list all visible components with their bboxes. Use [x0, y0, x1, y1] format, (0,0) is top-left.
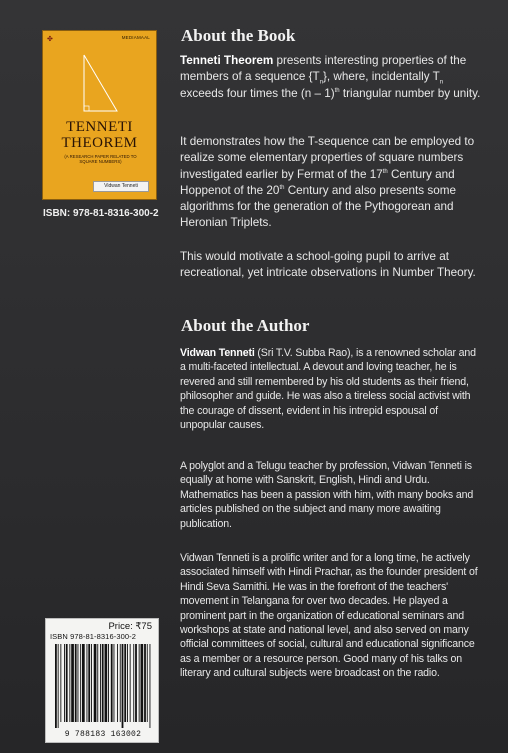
mini-cover-title-line1: TENNETI: [66, 119, 133, 135]
mini-book-cover: [42, 30, 157, 200]
barcode-isbn-text: ISBN 978-81-8316-300-2: [50, 632, 137, 641]
about-author-paragraph-3: Vidwan Tenneti is a prolific writer and for a long time, he actively associated himself with Hindi Prachar, as the founder president of Hindi Seva Samithi. He was in the forefront of the teachers' movement in Telangana for over two decades. He played a prominent part in the organization of educational seminars and workshops at state and national level, and also served on many official committees of social, cultural and educational significance as a member or a resource person. Good many of his talks on literary and cultural subjects were broadcast on the radio.: [180, 552, 478, 680]
mini-cover-author: Vidwan Tenneti: [93, 181, 149, 192]
about-book-paragraph-3: This would motivate a school-going pupil to arrive at recreational, yet intricate observations in Number Theory.: [180, 250, 476, 280]
mini-cover-title-line2: THEOREM: [61, 135, 138, 151]
about-author-paragraph-1: Vidwan Tenneti (Sri T.V. Subba Rao), is a renowned scholar and a multi-faceted intellectual. A devout and loving teacher, he is revered and still remembered by his old students as their friend, philosopher and guide. He was also a tireless social activist with the courage of dissent, evident in his intrepid espousal of unpopular causes.: [180, 347, 476, 432]
about-book-paragraph-1: Tenneti Theorem presents interesting properties of the members of a sequence $\{T_n\}$, where, incidentally $T_n$ exceeds four times the (n – 1)$^{th}$ triangular number by unity.: [180, 54, 481, 100]
barcode-digits: 9 788183 163002: [64, 730, 142, 739]
publisher-logo-icon: ✤: [47, 36, 53, 43]
about-book-heading: About the Book: [181, 26, 296, 45]
about-author-heading: About the Author: [181, 316, 310, 335]
barcode-label: [45, 618, 159, 743]
triangle-diagram-icon: [81, 53, 121, 115]
barcode-icon: [54, 644, 152, 728]
price-text: Price: ₹75: [108, 621, 152, 632]
about-book-paragraph-2: It demonstrates how the T-sequence can be employed to realize some elementary properties of square numbers investigated earlier by Fermat of the 17th Century and Hoppenot of the 20th Century and also presents some algorithms for the generation of the Pythogorean and Heronian Triplets.: [180, 135, 475, 230]
isbn-text: ISBN: 978-81-8316-300-2: [43, 208, 159, 219]
mini-cover-subtitle: (A RESEARCH PAPER RELATED TO SQUARE NUMBERS): [64, 154, 137, 164]
about-author-paragraph-2: A polyglot and a Telugu teacher by profession, Vidwan Tenneti is equally at home with Sanskrit, English, Hindi and Urdu. Mathematics has been a passion with him, with many books and articles published on the subject and many more awaiting publication.: [180, 460, 474, 530]
publisher-name: MEDIAMAAL: [121, 35, 150, 40]
